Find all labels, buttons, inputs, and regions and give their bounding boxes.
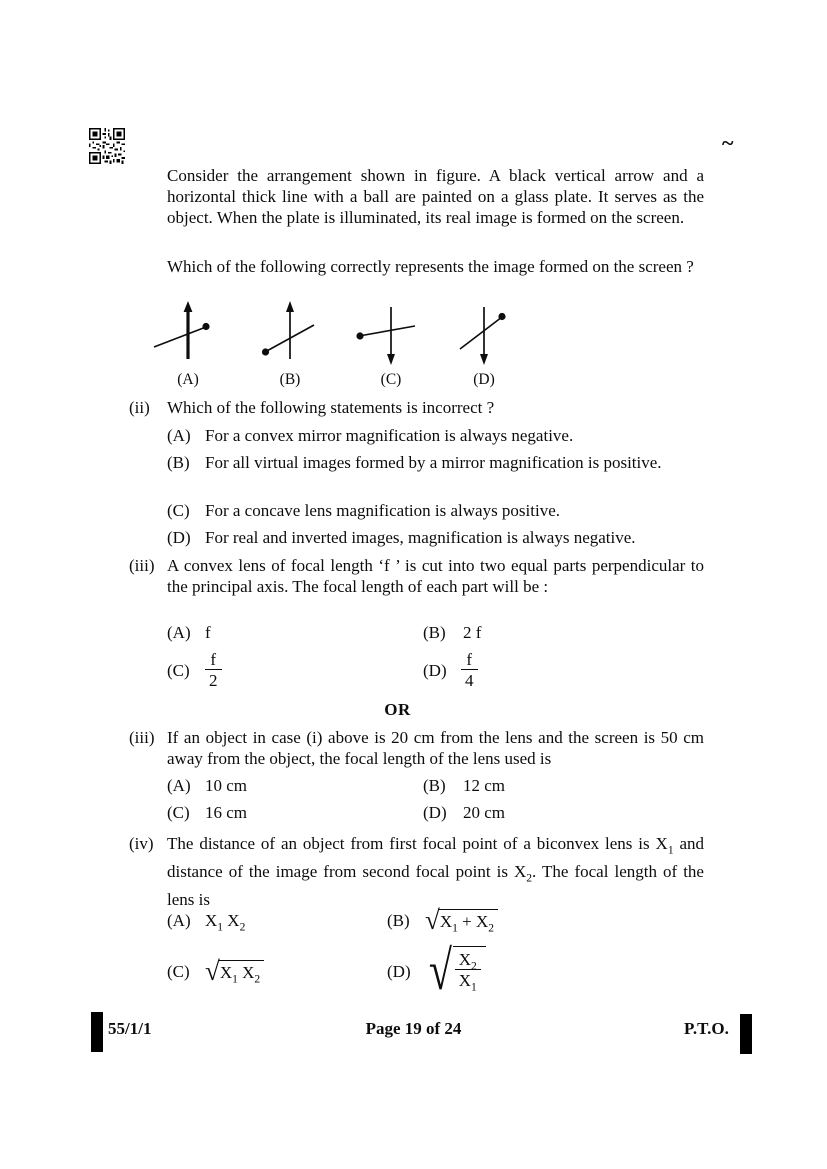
- radicand: $X_1 + X_2$: [438, 909, 498, 932]
- option-label: (A): [167, 910, 191, 930]
- question-stem: Which of the following correctly represents the image formed on the screen ?: [167, 257, 694, 276]
- subscript: 2: [526, 872, 533, 885]
- option-row: [167, 500, 704, 521]
- option-text: 16 cm: [205, 803, 248, 822]
- option-text: 12 cm: [463, 776, 506, 795]
- option-text: f: [205, 623, 211, 642]
- option-c: [167, 648, 222, 692]
- answer-figure: [148, 299, 568, 391]
- option-row: [0, 802, 827, 824]
- question-ii: [129, 397, 704, 418]
- question-text-part: and distance of the image from second focal point is X: [167, 834, 705, 881]
- down-arrow-ball-left-icon: [351, 299, 431, 367]
- question-text: Which of the following statements is incorrect ?: [167, 398, 495, 417]
- thick-up-arrow-ball-right-icon: [148, 299, 228, 367]
- fraction-numerator: f: [466, 650, 473, 669]
- question-text: [167, 830, 704, 914]
- option-label: (B): [423, 776, 446, 795]
- fraction-f-over-2: [205, 650, 222, 690]
- question-number: (iii): [129, 728, 155, 747]
- intro-paragraph: Consider the arrangement shown in figure. A black vertical arrow and a horizontal thick line with a ball are painted on a glass plate. It serves as the object. When the plate is illuminated, its real image is formed on the screen.: [167, 166, 704, 227]
- option-label: (D): [423, 660, 447, 680]
- option-text: For a concave lens magnification is always positive.: [205, 501, 561, 520]
- question-iv: [129, 830, 704, 914]
- option-label: (B): [387, 910, 410, 930]
- or-divider: OR: [384, 700, 411, 719]
- radical-symbol: √: [205, 955, 220, 986]
- option-text: 20 cm: [463, 803, 506, 822]
- diagram-option-a: [148, 299, 228, 391]
- diagram-option-d: [444, 299, 524, 391]
- diagram-option-c: [351, 299, 431, 391]
- figure-label-d: (D): [473, 371, 495, 388]
- up-arrow-ball-left-icon: [250, 299, 330, 367]
- question-number: (iv): [129, 834, 154, 853]
- option-label: (C): [167, 803, 190, 822]
- sqrt-x1-x2: [205, 955, 264, 986]
- down-arrow-ball-right-icon: [444, 299, 524, 367]
- question-text-part: The distance of an object from first focal point of a biconvex lens is X: [167, 834, 668, 853]
- footer-bar-right: [740, 1014, 752, 1054]
- option-text: 10 cm: [205, 776, 248, 795]
- option-a: [167, 903, 245, 937]
- fraction-numerator: f: [210, 650, 217, 669]
- subscript: 1: [667, 844, 674, 857]
- option-b: [387, 903, 498, 937]
- option-label: (B): [167, 453, 190, 472]
- qr-code: [88, 128, 126, 164]
- footer-page-number: Page 19 of 24: [365, 1019, 462, 1038]
- fraction-f-over-4: [461, 650, 478, 690]
- question-text: A convex lens of focal length ‘f ’ is cut into two equal parts perpendicular to the principal axis. The focal length of each part will be :: [167, 556, 704, 596]
- option-row: [0, 903, 827, 937]
- question-text: If an object in case (i) above is 20 cm from the lens and the screen is 50 cm away from the object, the focal length of the lens used is: [167, 728, 704, 768]
- option-row: [167, 452, 704, 473]
- option-label: (A): [167, 426, 191, 445]
- question-text-part: . The focal length of the lens is: [167, 862, 704, 909]
- option-row: [0, 622, 827, 644]
- footer-paper-code: 55/1/1: [108, 1019, 152, 1038]
- figure-label-b: (B): [279, 371, 301, 388]
- option-text: For real and inverted images, magnification is always negative.: [205, 528, 636, 547]
- question-iii-b: [129, 727, 704, 769]
- radicand: $X_1$ $X_2$: [218, 960, 264, 983]
- fraction-denominator: 4: [461, 669, 478, 690]
- option-label: (C): [167, 961, 190, 981]
- option-text: For all virtual images formed by a mirror magnification is positive.: [205, 453, 662, 472]
- fraction-numerator: $X_2$: [458, 950, 477, 973]
- option-label: (A): [167, 776, 191, 795]
- question-number: (ii): [129, 398, 150, 417]
- option-row: [0, 942, 827, 1000]
- footer-pto: P.T.O.: [684, 1019, 729, 1038]
- radicand: [453, 946, 486, 994]
- option-row: [0, 648, 827, 692]
- option-d: [387, 942, 486, 1000]
- math-x1-x2: $X_1$ $X_2$: [205, 910, 246, 933]
- option-label: (B): [423, 623, 446, 642]
- sqrt-x2-over-x1: [425, 940, 486, 1002]
- option-c: [167, 942, 264, 1000]
- sqrt-x1-plus-x2: [425, 904, 498, 935]
- option-label: (C): [167, 660, 190, 680]
- option-d: [423, 648, 478, 692]
- figure-label-c: (C): [380, 371, 402, 388]
- option-text: 2 f: [463, 623, 482, 642]
- question-iii-a: [129, 555, 704, 597]
- option-row: [0, 775, 827, 797]
- option-label: (C): [167, 501, 190, 520]
- radical-symbol: √: [428, 940, 452, 1002]
- option-label: (D): [167, 528, 191, 547]
- question-number: (iii): [129, 556, 155, 575]
- option-row: [167, 527, 704, 548]
- fraction-denominator: $X_1$: [455, 969, 481, 990]
- option-text: For a convex mirror magnification is always negative.: [205, 426, 574, 445]
- option-label: (D): [423, 803, 447, 822]
- option-label: (D): [387, 961, 411, 981]
- figure-label-a: (A): [177, 371, 199, 388]
- margin-tilde: ~: [722, 130, 734, 155]
- option-label: (A): [167, 623, 191, 642]
- option-row: [167, 425, 704, 446]
- radical-symbol: √: [425, 904, 440, 935]
- fraction-x2-over-x1: [455, 950, 481, 994]
- fraction-denominator: 2: [205, 669, 222, 690]
- diagram-option-b: [250, 299, 330, 391]
